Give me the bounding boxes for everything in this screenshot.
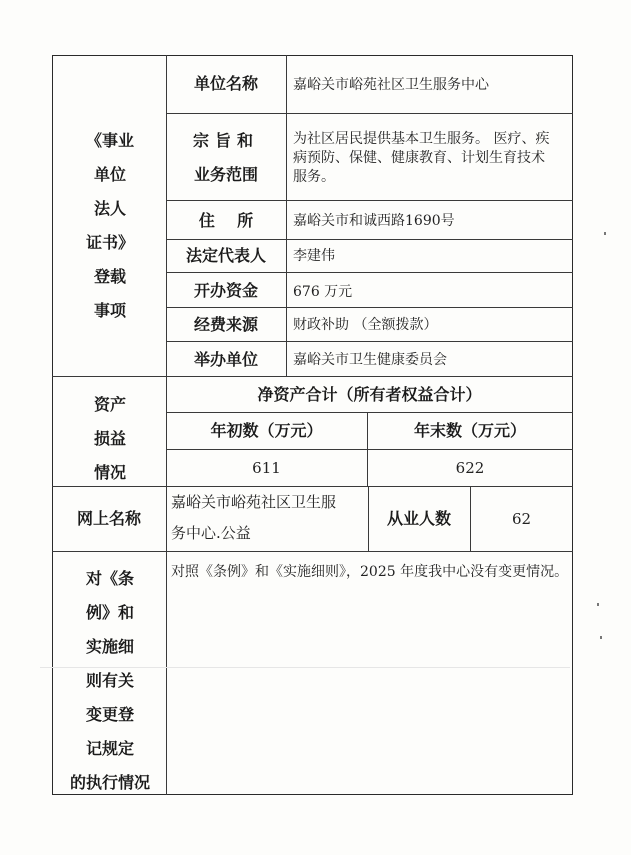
row-divider — [166, 412, 573, 413]
unit-name-label: 单位名称 — [193, 74, 258, 93]
address-value: 嘉峪关市和诚西路1690号 — [293, 213, 455, 229]
online-name-value: 嘉峪关市峪苑社区卫生服 — [171, 493, 337, 511]
regulation-value: 对照《条例》和《实施细则》，2025 年度我中心没有变更情况。 — [171, 564, 569, 580]
begin-year-value: 611 — [252, 459, 281, 477]
regulation-section-label: 对《条 例》和 实施细 则有关 变更登 记规定 的执行情况 — [69, 569, 150, 792]
address-label: 住 所 — [198, 211, 254, 230]
legal-rep-label: 法定代表人 — [185, 246, 266, 265]
end-year-value: 622 — [455, 459, 485, 477]
begin-year-header: 年初数（万元） — [210, 421, 323, 440]
unit-name-value: 嘉峪关市峪苑社区卫生服务中心 — [293, 77, 489, 93]
sponsor-value: 嘉峪关市卫生健康委员会 — [293, 352, 447, 368]
staff-count-label: 从业人数 — [386, 509, 451, 528]
purpose-scope-value: 病预防、保健、健康教育、计划生育技术 — [293, 150, 545, 166]
sponsor-label: 举办单位 — [193, 350, 258, 369]
row-divider — [166, 449, 573, 450]
funding-source-value: 财政补助 （全额拨款） — [293, 317, 438, 333]
scan-artifact-line — [40, 667, 570, 668]
purpose-scope-label: 业务范围 — [193, 165, 258, 184]
section-divider — [52, 551, 573, 552]
end-year-header: 年末数（万元） — [413, 421, 526, 440]
assets-section-label: 资产 损益 情况 — [93, 395, 126, 482]
row-divider — [166, 239, 573, 240]
capital-label: 开办资金 — [193, 281, 258, 300]
row-divider — [166, 307, 573, 308]
scan-speck — [597, 603, 599, 606]
online-name-value: 务中心.公益 — [171, 524, 251, 542]
staff-count-value: 62 — [511, 510, 532, 528]
registration-section-label: 《事业 单位 法人 证书》 登载 事项 — [85, 131, 134, 320]
purpose-scope-value: 为社区居民提供基本卫生服务。 医疗、疾 — [293, 131, 550, 147]
funding-source-label: 经费来源 — [193, 315, 258, 334]
scan-speck — [604, 232, 606, 235]
column-divider — [286, 55, 287, 376]
net-assets-header: 净资产合计（所有者权益合计） — [257, 385, 482, 404]
row-divider — [166, 341, 573, 342]
section-divider — [52, 376, 573, 377]
capital-value: 676 万元 — [293, 284, 353, 300]
scan-speck — [600, 636, 602, 639]
row-divider — [166, 272, 573, 273]
row-divider — [166, 113, 573, 114]
online-name-label: 网上名称 — [76, 509, 141, 528]
row-divider — [166, 200, 573, 201]
purpose-scope-label: 宗旨和 — [192, 131, 259, 150]
legal-rep-value: 李建伟 — [293, 248, 335, 264]
purpose-scope-value: 服务。 — [293, 169, 335, 185]
